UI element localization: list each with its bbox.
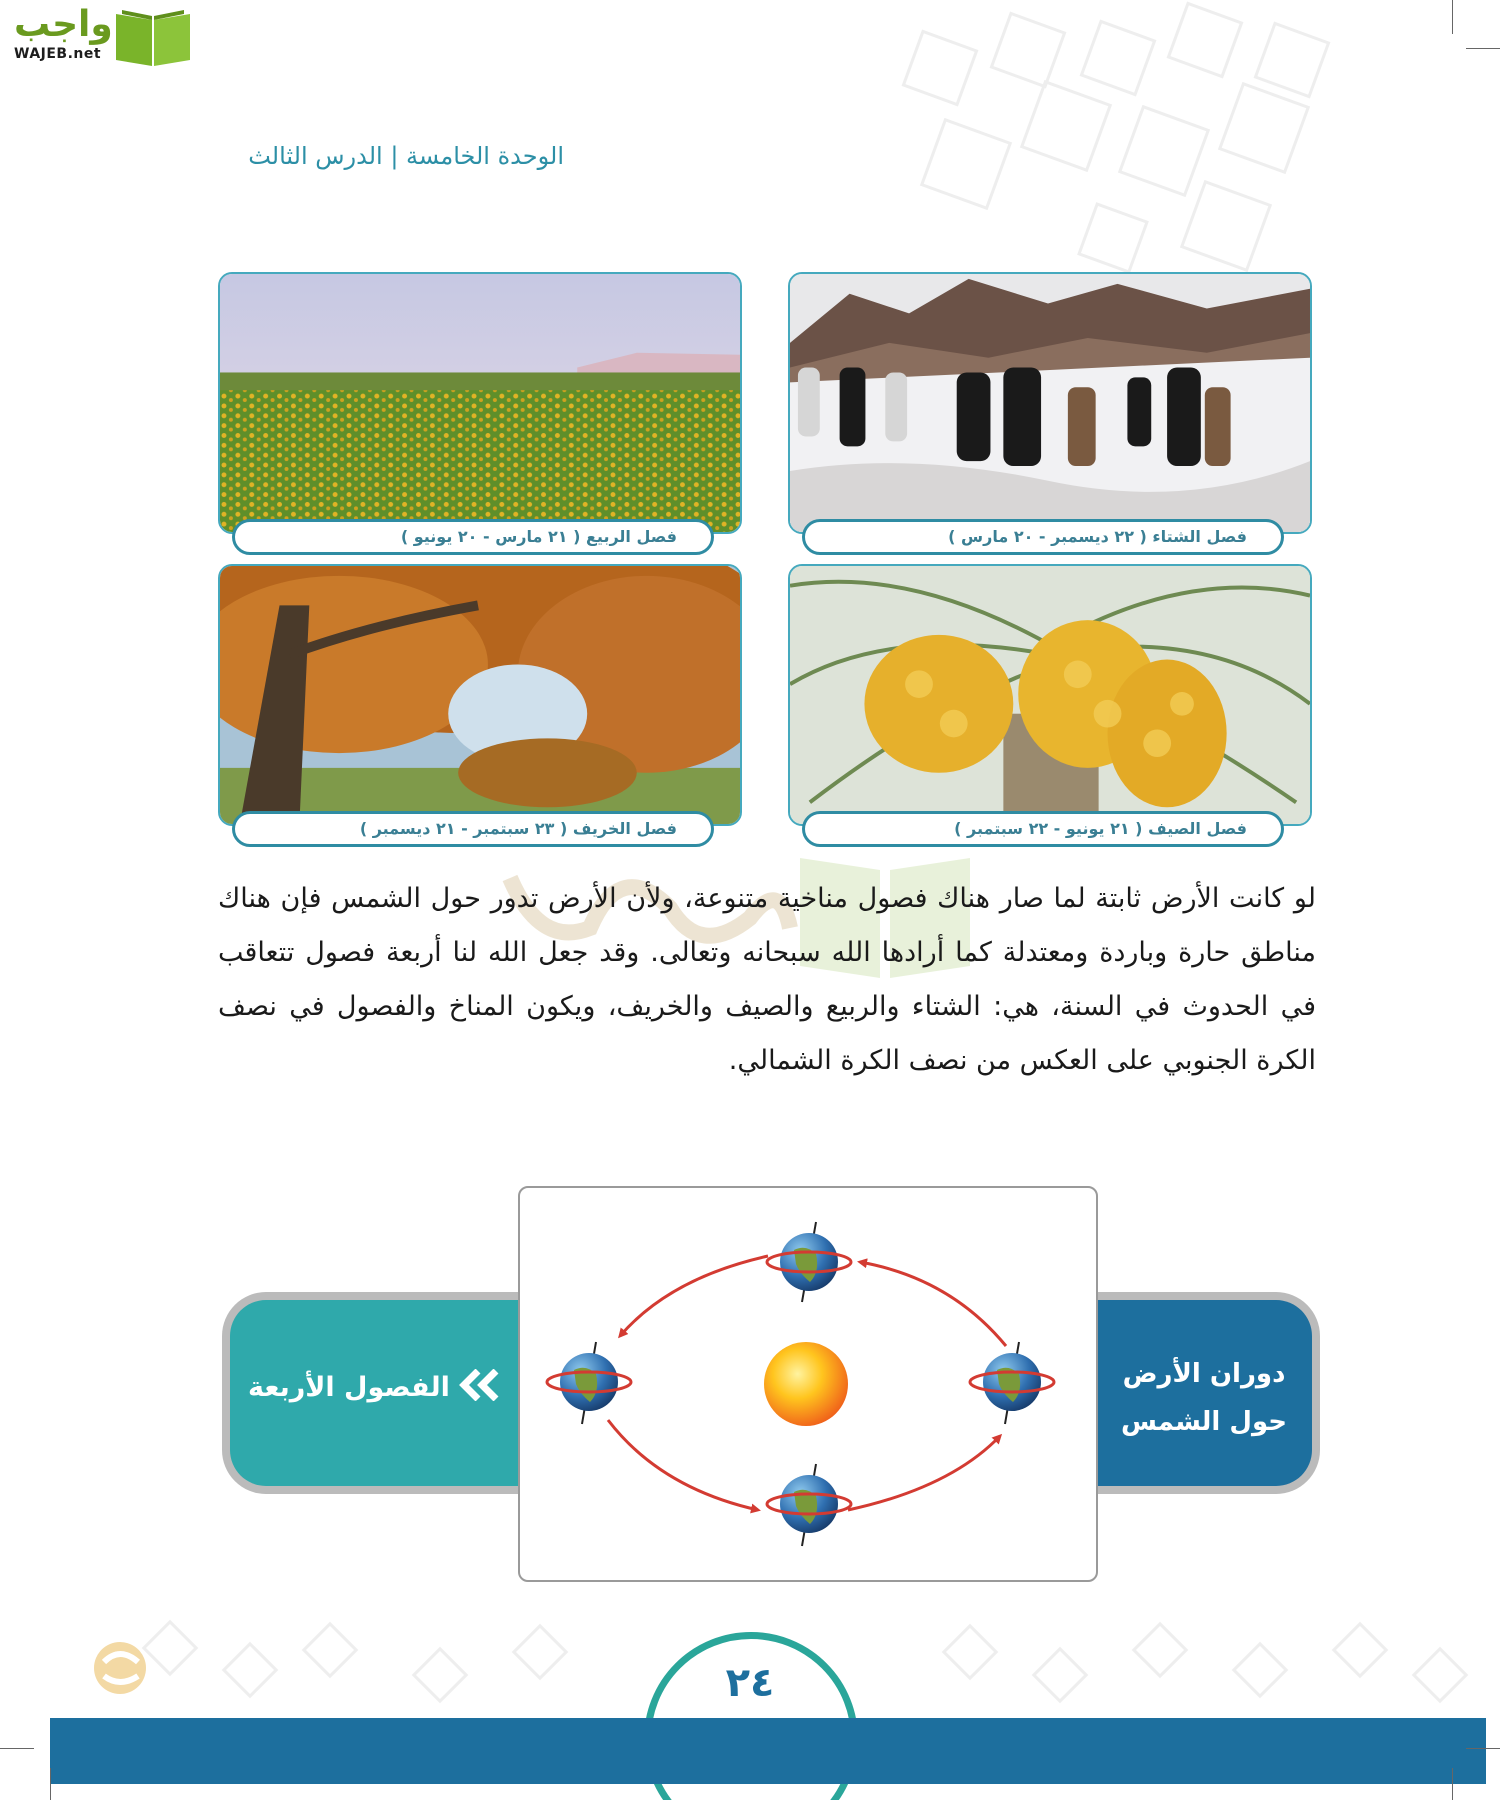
summer-caption: فصل الصيف ( ٢١ يونيو - ٢٢ سبتمبر )	[802, 811, 1284, 847]
open-book-icon	[112, 6, 194, 68]
page-title: الوحدة الخامسة | الدرس الثالث	[248, 142, 564, 170]
earth-rotation-line1: دوران الأرض	[1122, 1359, 1286, 1389]
earth-icon-top	[767, 1222, 851, 1302]
orbit-arrow-top-right	[860, 1262, 1006, 1346]
winter-caption: فصل الشتاء ( ٢٢ ديسمبر - ٢٠ مارس )	[802, 519, 1284, 555]
orbit-svg	[520, 1188, 1096, 1580]
winter-photo	[788, 272, 1312, 534]
double-chevron-icon	[456, 1369, 502, 1408]
page-number: ٢٤	[725, 1660, 775, 1706]
orbit-arrow-top-left	[620, 1256, 768, 1336]
season-card-summer	[788, 564, 1312, 838]
earth-icon-left	[547, 1342, 631, 1424]
earth-icon-right	[970, 1342, 1054, 1424]
body-paragraph: لو كانت الأرض ثابتة لما صار هناك فصول مناخية متنوعة، ولأن الأرض تدور حول الشمس فإن هناك مناطق حارة وباردة ومعتدلة كما أرادها الله سبحانه وتعالى. وقد جعل الله لنا أربعة فصول تتعاقب في الحدوث في السنة، هي: الشتاء والربيع والصيف والخريف، ويكون المناخ والفصول في نصف الكرة الجنوبي على العكس من نصف الكرة الشمالي.	[218, 883, 1316, 1076]
orbit-arrow-bottom-left	[608, 1420, 758, 1510]
footer-bar	[50, 1718, 1486, 1784]
sun-icon	[764, 1342, 848, 1426]
publisher-mark-icon	[86, 1632, 156, 1702]
season-card-winter	[788, 272, 1312, 546]
season-card-spring	[218, 272, 742, 546]
earth-icon-bottom	[767, 1464, 851, 1546]
logo-latin-text: WAJEB.net	[14, 46, 102, 62]
earth-rotation-label	[1094, 1350, 1314, 1446]
spring-photo	[218, 272, 742, 534]
orbit-diagram	[518, 1186, 1098, 1582]
spring-caption: فصل الربيع ( ٢١ مارس - ٢٠ يونيو )	[232, 519, 714, 555]
wajeb-logo[interactable]	[8, 4, 190, 70]
four-seasons-label	[248, 1369, 502, 1408]
orbit-arrow-bottom-right	[848, 1436, 1000, 1510]
autumn-photo	[218, 564, 742, 826]
season-card-autumn	[218, 564, 742, 838]
autumn-caption: فصل الخريف ( ٢٣ سبتمبر - ٢١ ديسمبر )	[232, 811, 714, 847]
summer-photo	[788, 564, 1312, 826]
four-seasons-text: الفصول الأربعة	[248, 1372, 450, 1403]
logo-arabic-text: واجب	[14, 4, 113, 45]
earth-rotation-line2: حول الشمس	[1121, 1407, 1287, 1437]
